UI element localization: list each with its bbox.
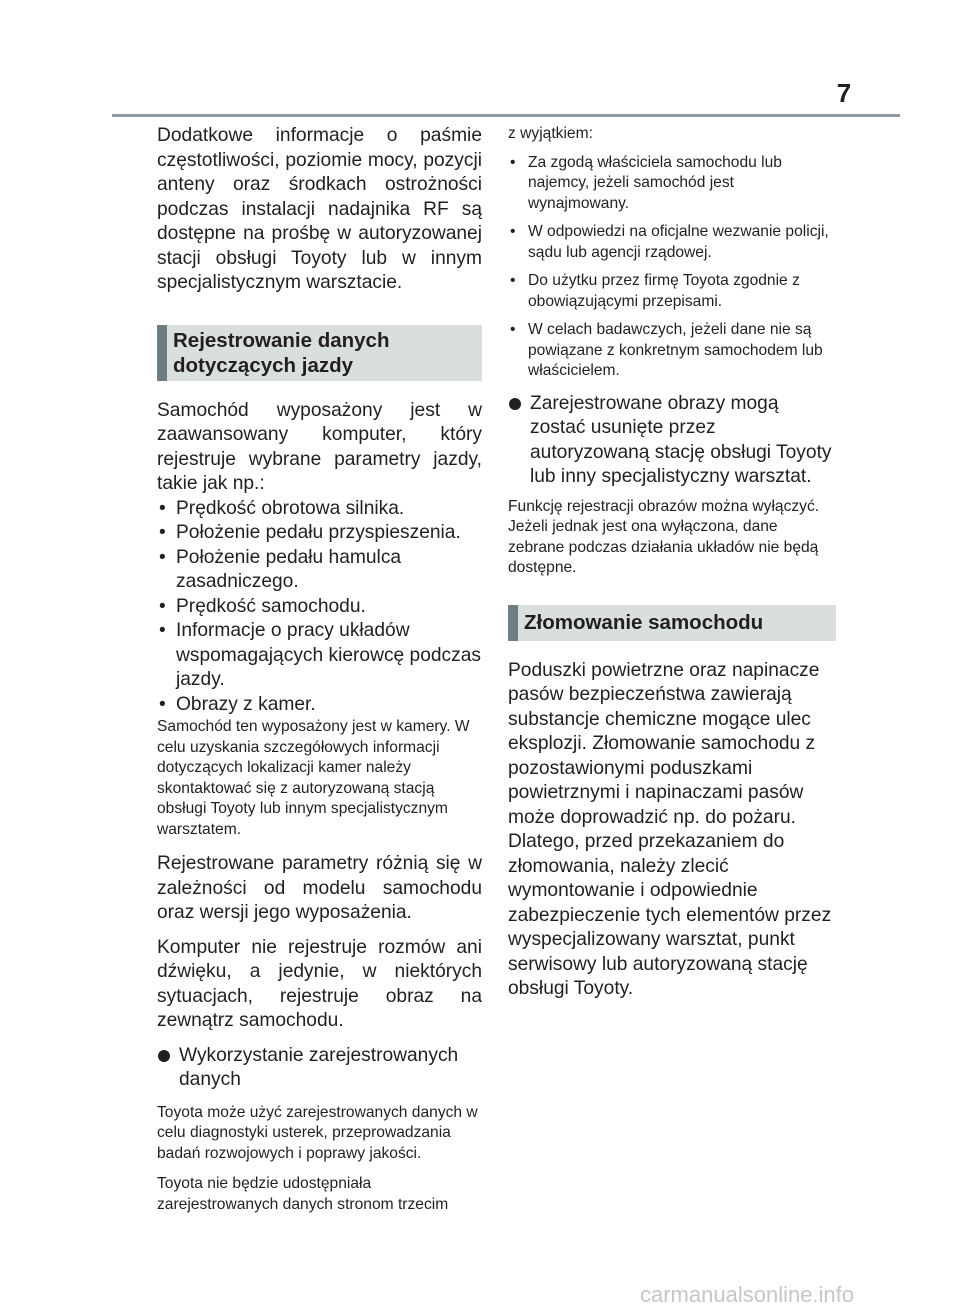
watermark: carmanualsonline.info	[640, 1282, 855, 1307]
list-item: • W celach badawczych, jeżeli dane nie są powiązane z konkretnym samochodem lub właścicielem.	[508, 320, 836, 382]
exceptions-intro: z wyjątkiem:	[508, 125, 593, 142]
list-item: • Prędkość samochodu.	[157, 595, 482, 620]
data-usage-note: Toyota może użyć zarejestrowanych danych w celu diagnostyki usterek, przeprowadzania badań rozwojowych i poprawy jakości.	[157, 1103, 478, 1162]
list-item: • Obrazy z kamer.	[157, 693, 482, 718]
list-item: • Do użytku przez firmę Toyota zgodnie z obowiązującymi przepisami.	[508, 271, 836, 312]
recorder-paragraph: Samochód wyposażony jest w zaawansowany komputer, który rejestruje wybrane parametry jazdy, takie jak np.:	[157, 399, 482, 494]
list-item: • W odpowiedzi na oficjalne wezwanie policji, sądu lub agencji rządowej.	[508, 222, 836, 263]
section-heading-scrapping: Złomowanie samochodu	[508, 605, 836, 641]
exceptions-list	[508, 153, 836, 382]
list-item: • Za zgodą właściciela samochodu lub najemcy, jeżeli samochód jest wynajmowany.	[508, 153, 836, 215]
third-party-note: Toyota nie będzie udostępniała zarejestrowanych danych stronom trzecim	[157, 1175, 449, 1213]
image-deletion-subheading	[508, 392, 836, 490]
no-audio-paragraph: Komputer nie rejestruje rozmów ani dźwięku, a jedynie, w niektórych sytuacjach, rejestruje obraz na zewnątrz samochodu.	[157, 936, 482, 1031]
right-column	[508, 124, 836, 1002]
bullet-dot-icon	[158, 1050, 170, 1062]
subheading-text: Zarejestrowane obrazy mogą zostać usunięte przez autoryzowaną stację obsługi Toyoty lub inny specjalistyczny warsztat.	[530, 392, 832, 487]
section-heading-driving-data: Rejestrowanie danych dotyczących jazdy	[157, 325, 482, 381]
subheading-text: Wykorzystanie zarejestrowanych danych	[179, 1044, 459, 1090]
header-rule	[112, 114, 900, 117]
data-usage-subheading	[157, 1044, 482, 1093]
image-recording-note: Funkcję rejestracji obrazów można wyłączyć. Jeżeli jednak jest ona wyłączona, dane zebrane podczas działania układów nie będą dostępne.	[508, 497, 820, 576]
list-item: • Informacje o pracy układów wspomagających kierowcę podczas jazdy.	[157, 619, 482, 693]
left-column	[157, 124, 482, 1215]
parameters-vary-paragraph: Rejestrowane parametry różnią się w zależności od modelu samochodu oraz wersji jego wyposażenia.	[157, 853, 482, 923]
bullet-dot-icon	[509, 398, 521, 410]
intro-paragraph: Dodatkowe informacje o paśmie częstotliwości, poziomie mocy, pozycji anteny oraz środkach ostrożności podczas instalacji nadajnika RF są dostępne na prośbę w autoryzowanej stacji obsługi Toyoty lub w innym specjalistycznym warsztacie.	[157, 125, 482, 293]
list-item: • Prędkość obrotowa silnika.	[157, 497, 482, 522]
recorded-parameters-list	[157, 497, 482, 718]
page-number: 7	[836, 78, 852, 108]
list-item: • Położenie pedału przyspieszenia.	[157, 521, 482, 546]
list-item: • Położenie pedału hamulca zasadniczego.	[157, 546, 482, 595]
camera-note: Samochód ten wyposażony jest w kamery. W celu uzyskania szczegółowych informacji dotyczących lokalizacji kamer należy skontaktować się z autoryzowaną stacją obsługi Toyoty lub innym specjalistycznym warsztatem.	[157, 718, 470, 838]
scrapping-paragraph: Poduszki powietrzne oraz napinacze pasów bezpieczeństwa zawierają substancje chemiczne mogące ulec eksplozji. Złomowanie samochodu z pozostawionymi poduszkami powietrznymi i napinaczami pasów może doprowadzić np. do pożaru. Dlatego, przed przekazaniem do złomowania, należy zlecić wymontowanie i odpowiednie zabezpieczenie tych elementów przez wyspecjalizowany warsztat, punkt serwisowy lub autoryzowaną stację obsługi Toyoty.	[508, 659, 832, 999]
